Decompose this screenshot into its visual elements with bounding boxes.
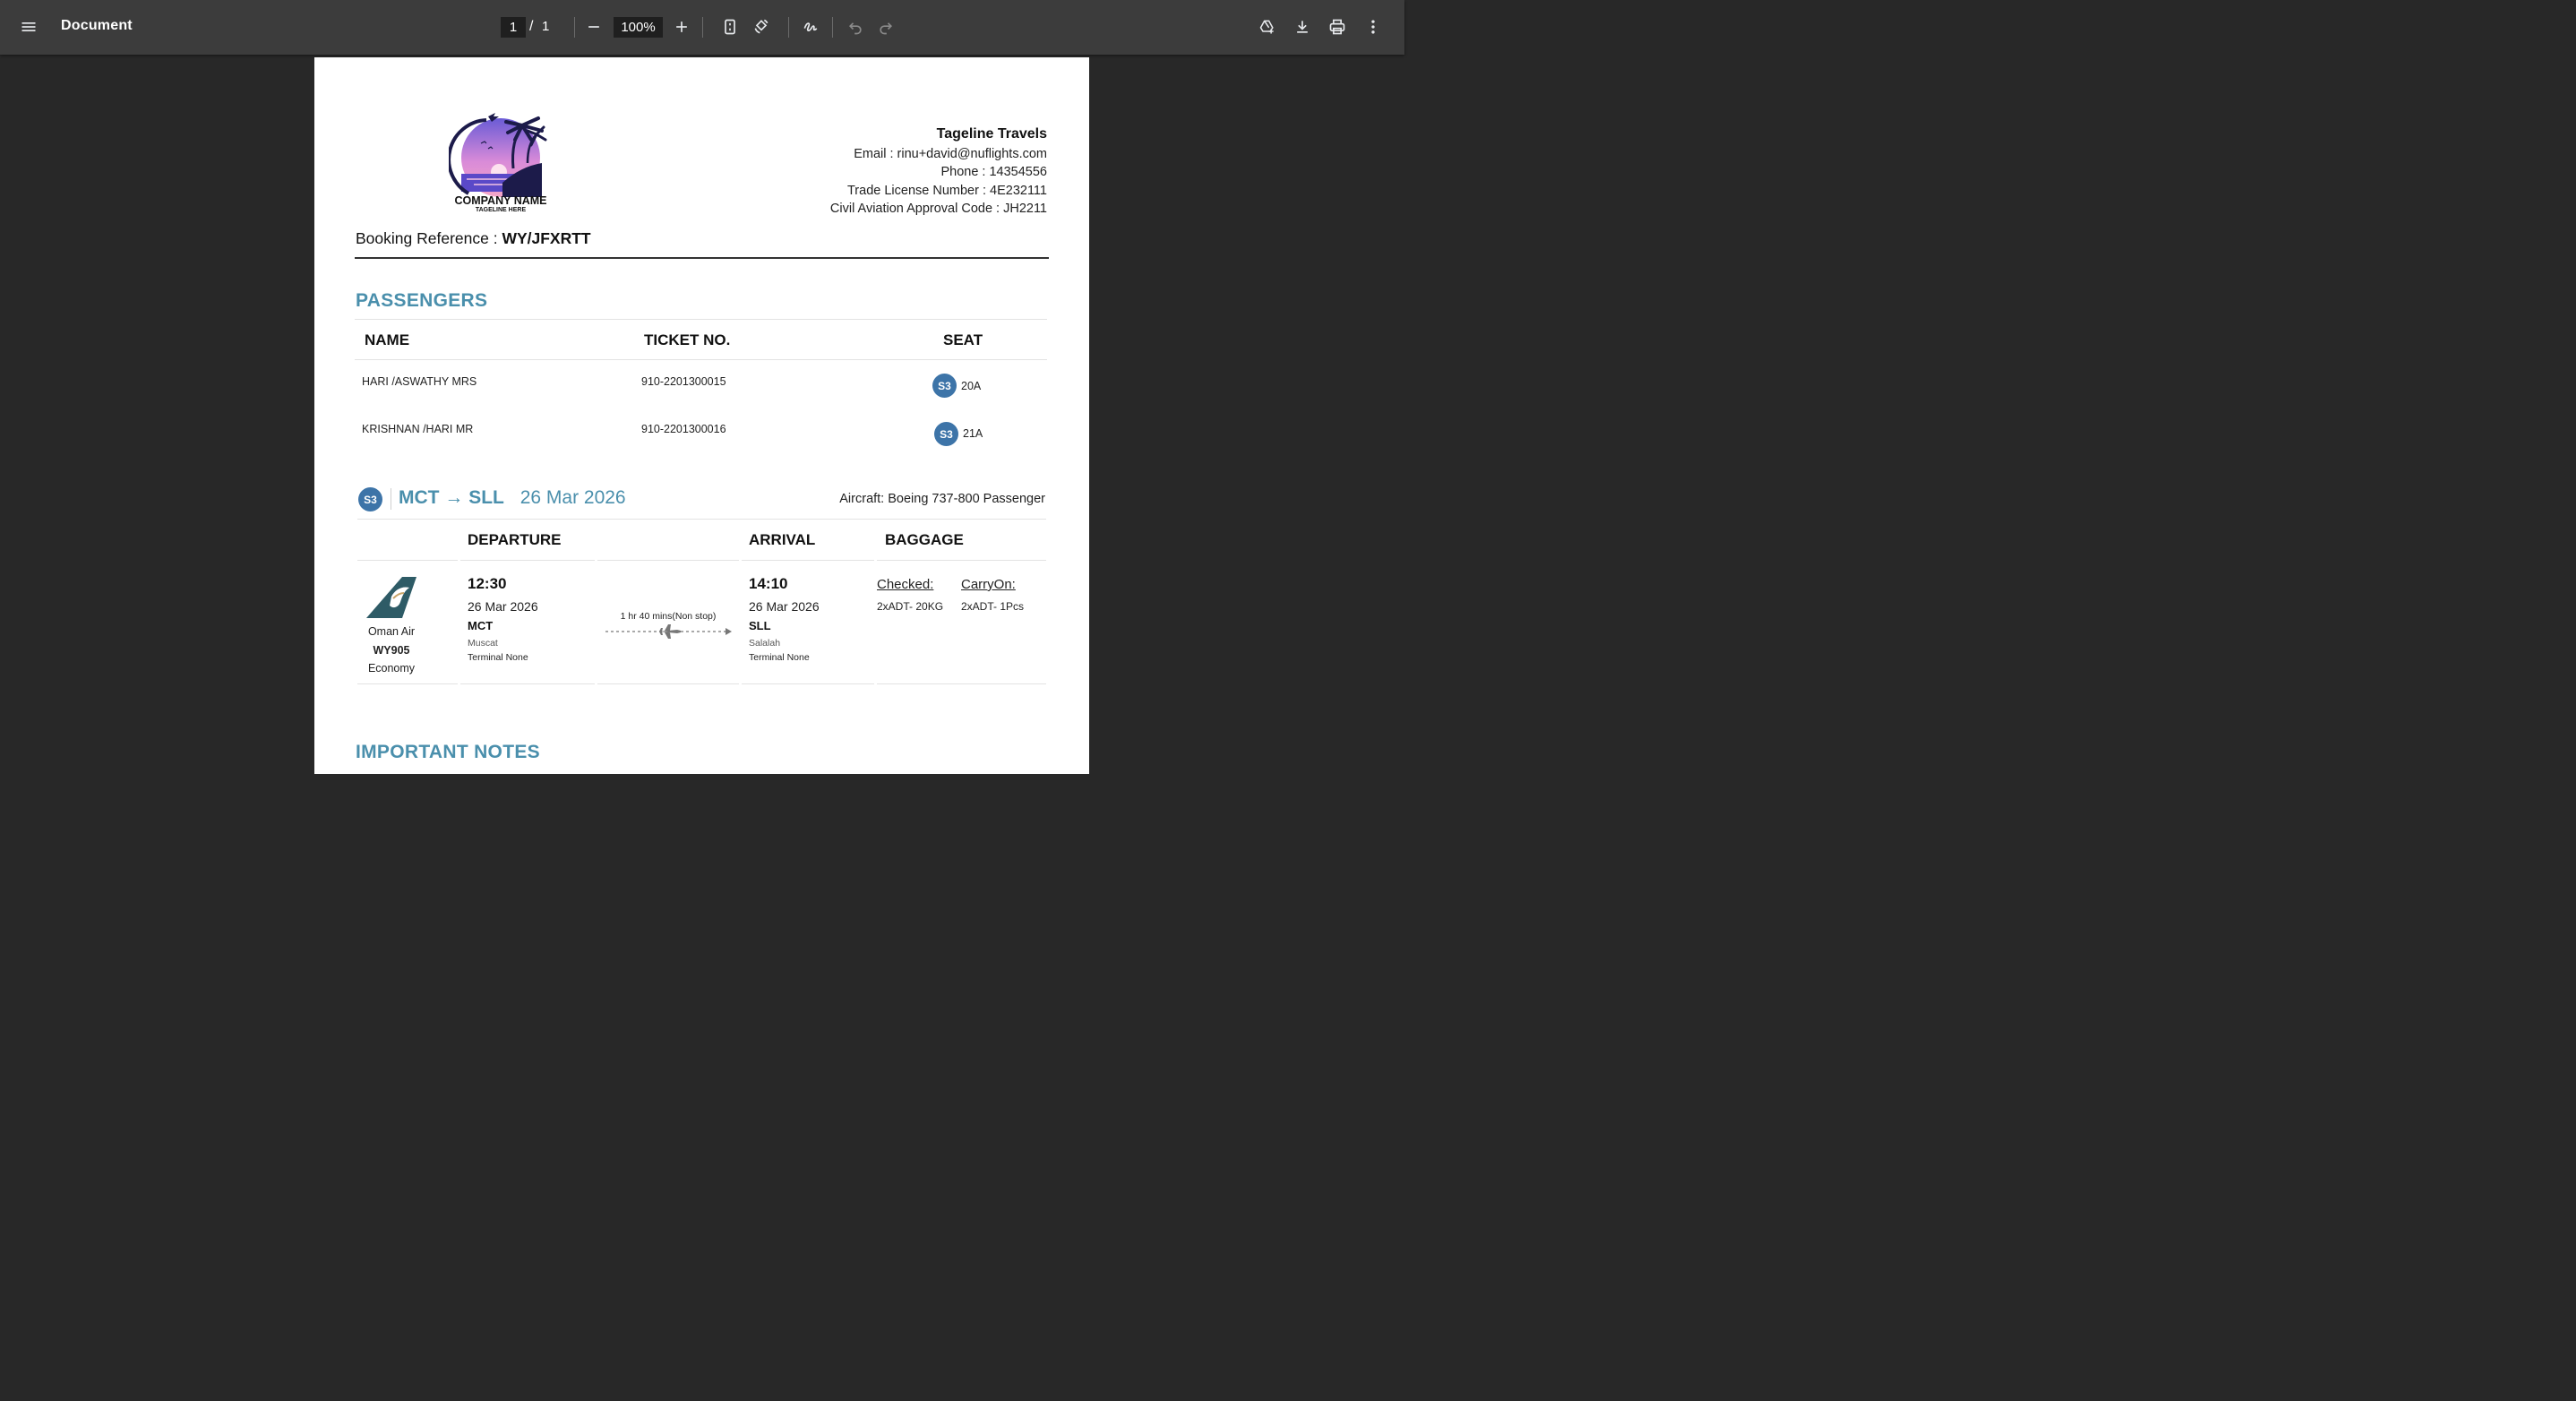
flight-segment-badge: S3 [358, 487, 382, 511]
header-ticket: TICKET NO. [644, 331, 731, 348]
pdf-page [314, 57, 1089, 774]
arrival-time: 14:10 [749, 575, 788, 592]
download-icon[interactable] [1288, 13, 1317, 41]
page-separator: / [529, 19, 534, 34]
table-divider [460, 560, 595, 561]
cabin-class: Economy [367, 662, 416, 675]
departure-terminal: Terminal None [468, 652, 528, 663]
booking-reference-value: WY/JFXRTT [502, 229, 591, 247]
arrival-code: SLL [749, 619, 771, 632]
table-divider [355, 319, 1047, 320]
document-title: Document [61, 18, 133, 33]
table-divider [742, 683, 874, 684]
flight-route [399, 487, 626, 509]
segment-badge: S3 [932, 374, 957, 398]
agency-civil-aviation: Civil Aviation Approval Code : JH2211 [829, 202, 1047, 216]
passenger-seat: 21A [963, 427, 983, 440]
toolbar-divider [832, 17, 833, 38]
baggage-checked-label: Checked: [877, 577, 934, 592]
page-number-input[interactable]: 1 [501, 17, 526, 38]
departure-city: Muscat [468, 638, 498, 649]
header-divider [355, 257, 1049, 259]
arrival-terminal: Terminal None [749, 652, 810, 663]
table-divider [742, 560, 874, 561]
flight-path-icon [604, 623, 733, 640]
logo-tagline: TAGELINE HERE [475, 207, 527, 213]
passenger-ticket: 910-2201300016 [641, 423, 726, 435]
table-divider [597, 683, 739, 684]
print-icon[interactable] [1323, 13, 1352, 41]
header-name: NAME [365, 331, 410, 348]
route-destination: SLL [468, 487, 504, 508]
arrival-city: Salalah [749, 638, 781, 649]
zoom-in-icon[interactable] [667, 13, 696, 41]
flight-duration: 1 hr 40 mins(Non stop) [620, 611, 717, 622]
agency-name: Tageline Travels [936, 126, 1047, 142]
toolbar-divider [574, 17, 575, 38]
important-notes-title: IMPORTANT NOTES [356, 742, 540, 762]
pdf-toolbar [0, 0, 1404, 55]
baggage-checked-value: 2xADT- 20KG [877, 600, 944, 613]
redo-icon[interactable] [872, 13, 900, 41]
route-origin: MCT [399, 487, 440, 508]
header-departure: DEPARTURE [468, 531, 562, 548]
header-arrival: ARRIVAL [749, 531, 816, 548]
table-divider [460, 683, 595, 684]
table-divider [357, 683, 458, 684]
header-baggage: BAGGAGE [885, 531, 964, 548]
arrival-date: 26 Mar 2026 [749, 599, 820, 614]
table-divider [597, 560, 739, 561]
page-total: 1 [542, 19, 550, 34]
booking-reference [356, 229, 591, 248]
menu-icon[interactable] [14, 13, 43, 41]
route-arrow: → [444, 487, 464, 508]
undo-icon[interactable] [841, 13, 870, 41]
flight-number: WY905 [373, 644, 410, 657]
add-to-drive-icon[interactable] [1253, 13, 1282, 41]
table-divider [357, 519, 1046, 520]
passenger-name: HARI /ASWATHY MRS [362, 375, 477, 388]
agency-email: Email : rinu+david@nuflights.com [854, 146, 1047, 161]
departure-time: 12:30 [468, 575, 507, 592]
logo-company-name: COMPANY NAME [454, 194, 547, 207]
airline-logo [366, 575, 416, 618]
table-divider [357, 560, 458, 561]
annotate-icon[interactable] [796, 13, 825, 41]
company-logo [449, 104, 553, 213]
toolbar-divider [788, 17, 789, 38]
booking-reference-label: Booking Reference : [356, 229, 502, 247]
table-divider [355, 359, 1047, 360]
aircraft-type: Aircraft: Boeing 737-800 Passenger [839, 492, 1045, 506]
route-date: 26 Mar 2026 [519, 487, 626, 508]
agency-info [830, 125, 1047, 219]
departure-date: 26 Mar 2026 [468, 599, 538, 614]
passenger-seat: 20A [961, 380, 982, 392]
more-vert-icon[interactable] [1359, 13, 1387, 41]
passengers-title: PASSENGERS [356, 290, 488, 311]
agency-trade-license: Trade License Number : 4E232111 [846, 183, 1047, 198]
baggage-carryon-value: 2xADT- 1Pcs [961, 600, 1025, 613]
zoom-out-icon[interactable] [580, 13, 608, 41]
header-seat: SEAT [943, 331, 983, 348]
baggage-carryon-label: CarryOn: [961, 577, 1016, 592]
departure-code: MCT [468, 619, 494, 632]
rotate-icon[interactable] [747, 13, 776, 41]
toolbar-divider [702, 17, 703, 38]
zoom-level-input[interactable]: 100% [614, 17, 663, 38]
airline-name: Oman Air [367, 625, 416, 638]
table-divider [877, 560, 1046, 561]
agency-phone: Phone : 14354556 [940, 165, 1047, 179]
segment-badge: S3 [934, 422, 958, 446]
fit-page-icon[interactable] [716, 13, 744, 41]
passenger-name: KRISHNAN /HARI MR [362, 423, 474, 435]
table-divider [877, 683, 1046, 684]
passenger-ticket: 910-2201300015 [641, 375, 726, 388]
